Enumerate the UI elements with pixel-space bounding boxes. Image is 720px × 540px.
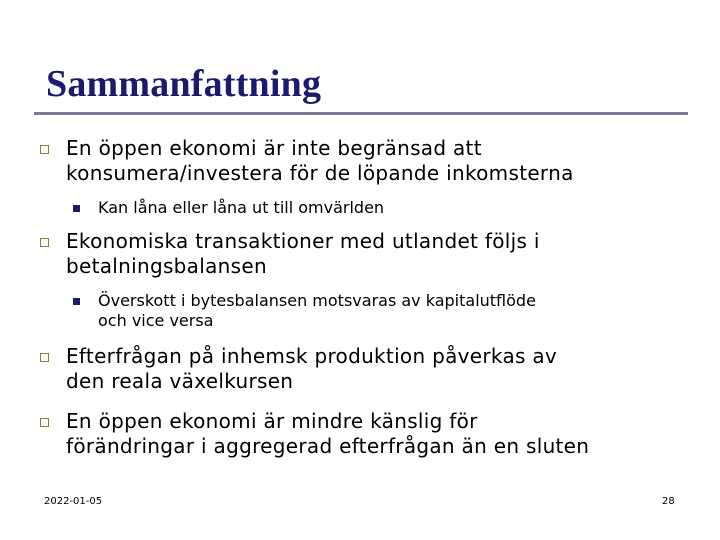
filled-square-sub-bullet-icon xyxy=(73,298,80,305)
bullet-4-line-1: En öppen ekonomi är mindre känslig för xyxy=(66,409,478,433)
bullet-1-line-1: En öppen ekonomi är inte begränsad att xyxy=(66,136,482,160)
bullet-1-text xyxy=(66,136,574,186)
bullet-2-line-2: betalningsbalansen xyxy=(66,254,267,278)
hollow-square-bullet-icon xyxy=(40,145,49,154)
bullet-2-line-1: Ekonomiska transaktioner med utlandet följs i xyxy=(66,229,540,253)
hollow-square-bullet-icon xyxy=(40,418,49,427)
slide-title: Sammanfattning xyxy=(46,63,322,105)
bullet-3-line-2: den reala växelkursen xyxy=(66,369,294,393)
bullet-1-line-2: konsumera/investera för de löpande inkomsterna xyxy=(66,161,574,185)
filled-square-sub-bullet-icon xyxy=(73,205,80,212)
bullet-4-line-2: förändringar i aggregerad efterfrågan än en sluten xyxy=(66,434,590,458)
footer-date: 2022-01-05 xyxy=(44,496,103,507)
bullet-2-text xyxy=(66,229,540,279)
bullet-3-text xyxy=(66,344,557,394)
bullet-2-sub-1 xyxy=(98,291,536,331)
hollow-square-bullet-icon xyxy=(40,353,49,362)
title-underline xyxy=(34,112,688,115)
bullet-3-line-1: Efterfrågan på inhemsk produktion påverkas av xyxy=(66,344,558,368)
page-number: 28 xyxy=(662,496,675,507)
hollow-square-bullet-icon xyxy=(40,238,49,247)
bullet-4-text xyxy=(66,409,589,459)
bullet-2-sub-1-line-1: Överskott i bytesbalansen motsvaras av kapitalutflöde xyxy=(98,291,536,310)
bullet-1-sub-1: Kan låna eller låna ut till omvärlden xyxy=(98,198,385,217)
bullet-2-sub-1-line-2: och vice versa xyxy=(98,311,214,330)
